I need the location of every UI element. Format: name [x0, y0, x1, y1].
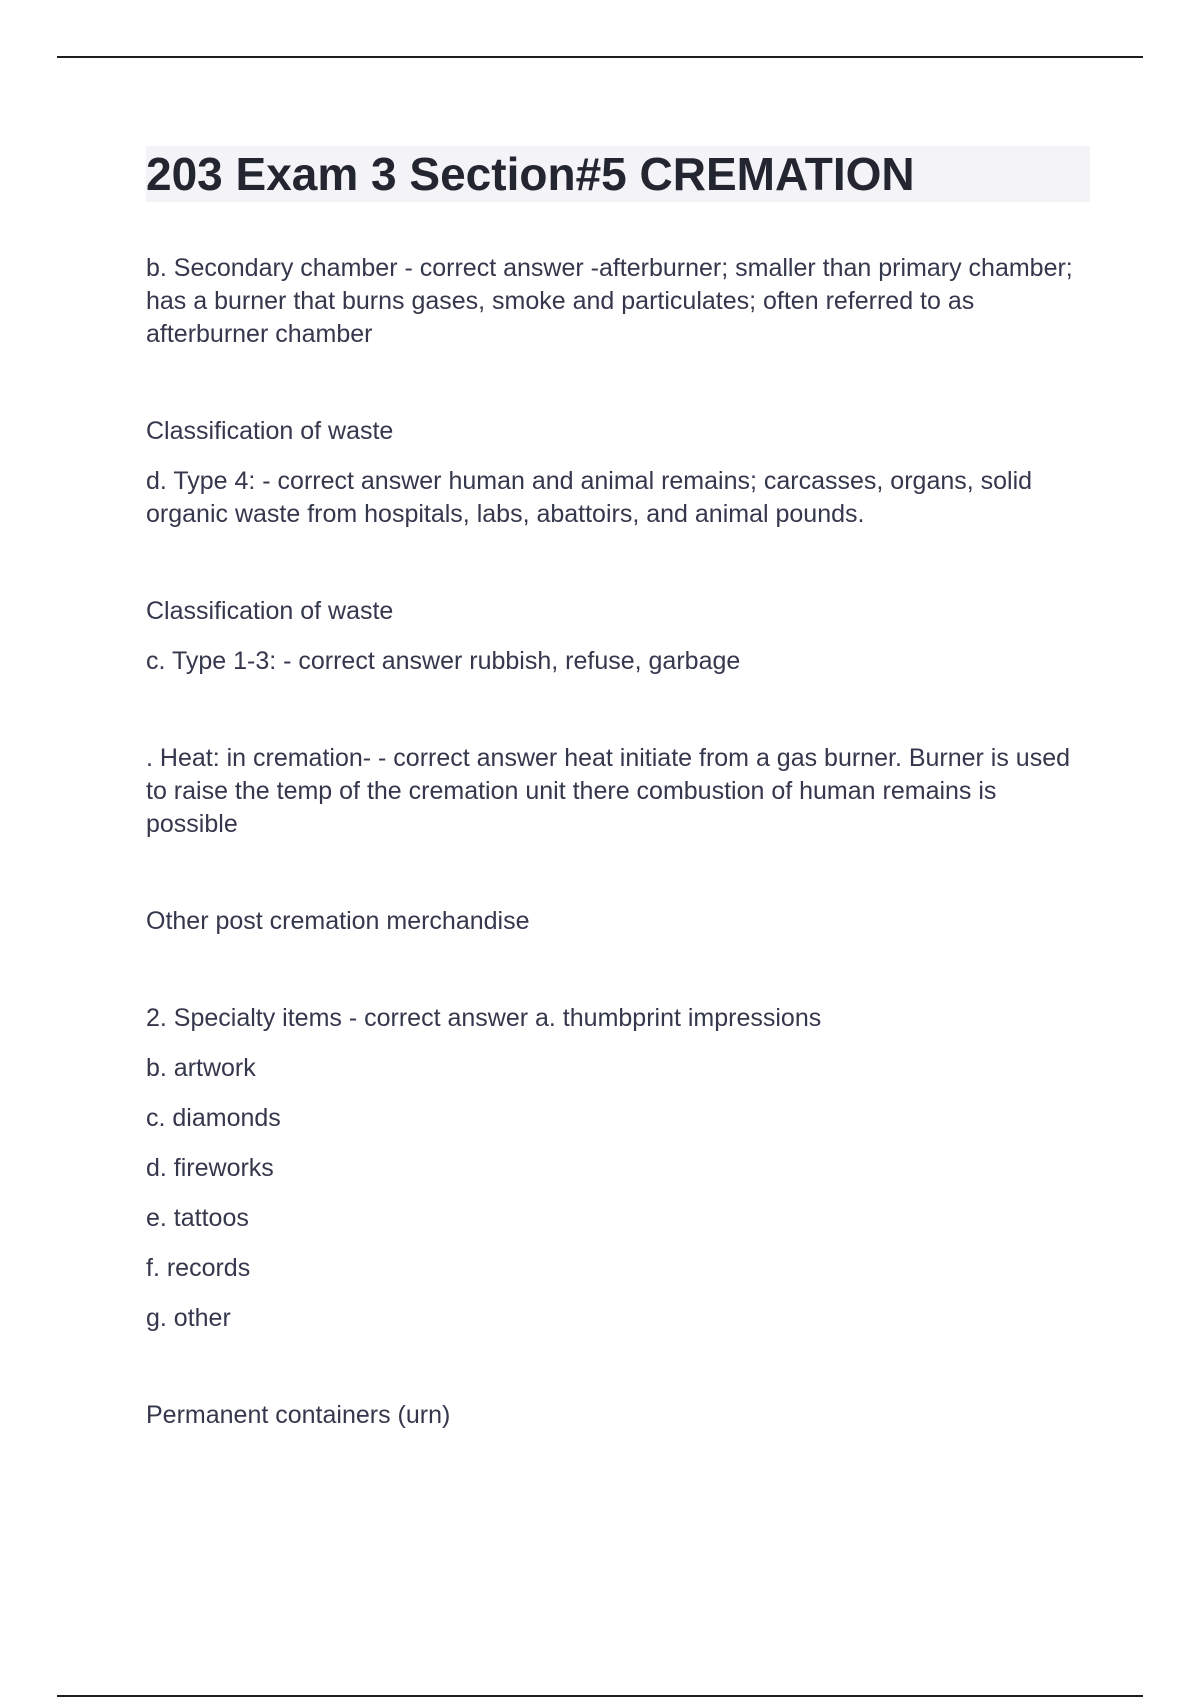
permanent-containers-heading: Permanent containers (urn) — [146, 1401, 451, 1429]
secondary-chamber-answer: b. Secondary chamber - correct answer -afterburner; smaller than primary chamber; has a burner that burns gases, smoke and particulates; often referred to as afterburner chamber — [146, 254, 1073, 348]
title-band — [146, 146, 1090, 202]
document-body — [146, 146, 1090, 1432]
list-item-other: g. other — [146, 1304, 231, 1332]
classification-heading-1: Classification of waste — [146, 417, 394, 445]
list-item-tattoos: e. tattoos — [146, 1204, 249, 1232]
post-cremation-merchandise-heading: Other post cremation merchandise — [146, 907, 530, 935]
specialty-items-answer: 2. Specialty items - correct answer a. thumbprint impressions — [146, 1004, 822, 1032]
classification-heading-2: Classification of waste — [146, 597, 394, 625]
list-item-fireworks: d. fireworks — [146, 1154, 274, 1182]
list-item-diamonds: c. diamonds — [146, 1104, 281, 1132]
document-title: 203 Exam 3 Section#5 CREMATION — [146, 148, 915, 200]
heat-in-cremation-answer: . Heat: in cremation- - correct answer heat initiate from a gas burner. Burner is used to raise the temp of the cremation unit there combustion of human remains is possible — [146, 744, 1071, 838]
type-4-answer: d. Type 4: - correct answer human and animal remains; carcasses, organs, solid organic waste from hospitals, labs, abattoirs, and animal pounds. — [146, 467, 1033, 528]
type-1-3-answer: c. Type 1-3: - correct answer rubbish, refuse, garbage — [146, 647, 741, 675]
list-item-artwork: b. artwork — [146, 1054, 256, 1082]
list-item-records: f. records — [146, 1254, 251, 1282]
bottom-rule — [57, 1695, 1143, 1697]
top-rule — [57, 56, 1143, 58]
